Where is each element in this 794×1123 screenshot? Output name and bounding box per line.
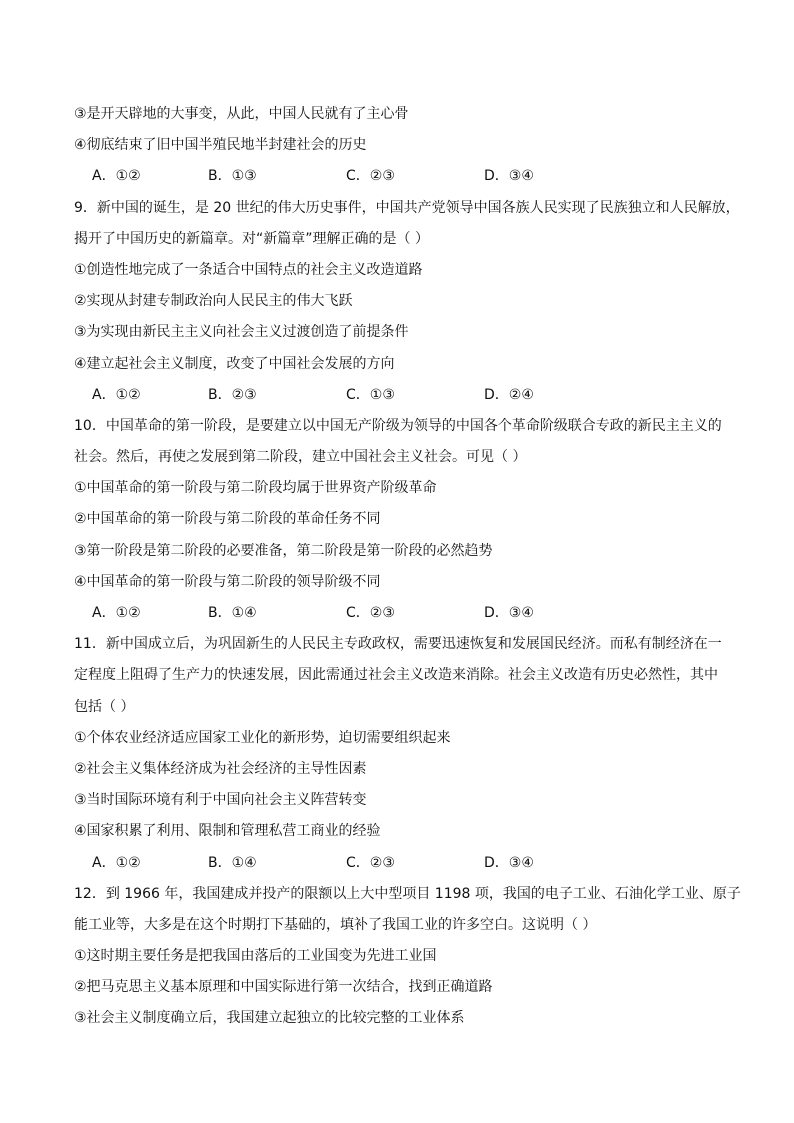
option-c: C．②③ — [346, 168, 395, 185]
option-b: B．②③ — [208, 386, 257, 403]
question-11-item-3: ③当时国际环境有利于中国向社会主义阵营转变 — [74, 792, 367, 809]
question-11-stem-line-3: 包括（ ） — [74, 698, 135, 715]
question-12-stem-line-1: 12．到 1966 年，我国建成并投产的限额以上大中型项目 1198 项，我国的电子工业、石油化学工业、原子 — [74, 885, 741, 902]
option-d: D．③④ — [484, 854, 534, 871]
question-11-item-4: ④国家积累了利用、限制和管理私营工商业的经验 — [74, 823, 381, 840]
question-9-item-4: ④建立起社会主义制度，改变了中国社会发展的方向 — [74, 355, 395, 372]
option-c: C．①③ — [346, 386, 395, 403]
option-b: B．①④ — [208, 605, 257, 621]
question-10-item-4: ④中国革命的第一阶段与第二阶段的领导阶级不同 — [74, 573, 381, 590]
question-12-stem-line-2: 能工业等，大多是在这个时期打下基础的，填补了我国工业的许多空白。这说明（ ） — [74, 916, 597, 933]
option-a: A．①② — [92, 168, 141, 185]
option-d: D．②④ — [484, 386, 534, 403]
question-10-options — [74, 598, 724, 629]
question-8-item-3: ③是开天辟地的大事变，从此，中国人民就有了主心骨 — [74, 106, 409, 122]
option-a: A．①② — [92, 605, 141, 621]
question-12-item-2: ②把马克思主义基本原理和中国实际进行第一次结合，找到正确道路 — [74, 979, 493, 996]
question-8-options — [74, 161, 724, 192]
question-11-options — [74, 848, 724, 879]
option-b: B．①③ — [208, 168, 257, 185]
question-9-item-1: ①创造性地完成了一条适合中国特点的社会主义改造道路 — [74, 261, 423, 278]
question-9-item-2: ②实现从封建专制政治向人民民主的伟大飞跃 — [74, 293, 353, 310]
question-9-item-3: ③为实现由新民主主义向社会主义过渡创造了前提条件 — [74, 324, 409, 341]
question-9-stem-line-1: 9．新中国的诞生，是 20 世纪的伟大历史事件，中国共产党领导中国各族人民实现了民族独立和人民解放， — [74, 199, 740, 216]
question-11-stem-line-1: 11．新中国成立后，为巩固新生的人民民主专政政权，需要迅速恢复和发展国民经济。而私有制经济在一 — [74, 636, 722, 653]
question-10-block — [74, 411, 724, 629]
question-11-stem-line-2: 定程度上阻碍了生产力的快速发展，因此需通过社会主义改造来消除。社会主义改造有历史必然性，其中 — [74, 667, 718, 684]
question-content — [74, 99, 741, 1035]
question-10-item-2: ②中国革命的第一阶段与第二阶段的革命任务不同 — [74, 511, 381, 528]
question-9-block — [74, 193, 740, 411]
option-d: D．③④ — [484, 605, 534, 621]
question-11-block — [74, 629, 724, 879]
question-10-stem-line-1: 10．中国革命的第一阶段，是要建立以中国无产阶级为领导的中国各个革命阶级联合专政的新民主主义的 — [74, 417, 722, 434]
question-9-options — [74, 380, 724, 411]
question-12-item-3: ③社会主义制度确立后，我国建立起独立的比较完整的工业体系 — [74, 1010, 465, 1027]
question-11-item-2: ②社会主义集体经济成为社会经济的主导性因素 — [74, 760, 367, 777]
option-c: C．②③ — [346, 854, 395, 871]
option-a: A．①② — [92, 854, 141, 871]
question-10-item-1: ①中国革命的第一阶段与第二阶段均属于世界资产阶级革命 — [74, 480, 437, 497]
option-d: D．③④ — [484, 168, 534, 185]
question-8-item-4: ④彻底结束了旧中国半殖民地半封建社会的历史 — [74, 137, 367, 154]
question-9-stem-line-2: 揭开了中国历史的新篇章。对“新篇章”理解正确的是（ ） — [74, 230, 429, 247]
option-c: C．②③ — [346, 605, 395, 621]
question-12-block — [74, 879, 741, 1035]
option-b: B．①④ — [208, 854, 257, 871]
question-12-item-1: ①这时期主要任务是把我国由落后的工业国变为先进工业国 — [74, 948, 437, 965]
question-10-item-3: ③第一阶段是第二阶段的必要准备，第二阶段是第一阶段的必然趋势 — [74, 542, 493, 559]
question-8-block — [74, 99, 724, 193]
question-11-item-1: ①个体农业经济适应国家工业化的新形势，迫切需要组织起来 — [74, 729, 451, 746]
question-10-stem-line-2: 社会。然后，再使之发展到第二阶段，建立中国社会主义社会。可见（ ） — [74, 449, 527, 466]
option-a: A．①② — [92, 386, 141, 403]
